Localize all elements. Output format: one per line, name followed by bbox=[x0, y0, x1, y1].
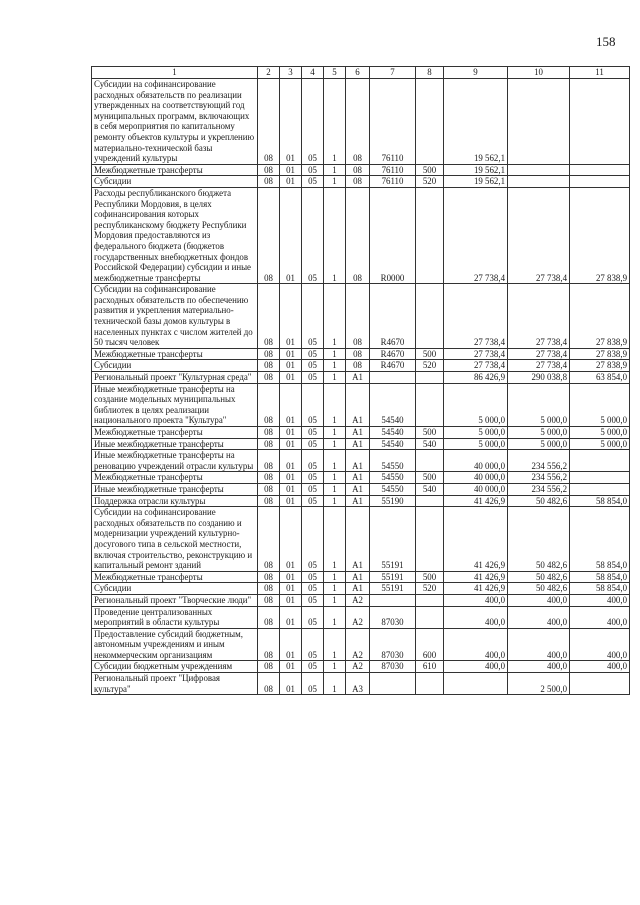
code-cell: 1 bbox=[324, 284, 346, 349]
row-name-cell: Межбюджетные трансферты bbox=[92, 472, 258, 484]
amount-cell: 86 426,9 bbox=[444, 372, 508, 384]
code-cell: 500 bbox=[416, 427, 444, 439]
code-cell: 600 bbox=[416, 628, 444, 661]
code-cell bbox=[370, 673, 416, 695]
code-cell: 08 bbox=[258, 372, 280, 384]
code-cell bbox=[416, 673, 444, 695]
code-cell: 1 bbox=[324, 583, 346, 595]
amount-cell: 41 426,9 bbox=[444, 495, 508, 507]
code-cell: 520 bbox=[416, 176, 444, 188]
code-cell: 1 bbox=[324, 571, 346, 583]
code-cell: 1 bbox=[324, 472, 346, 484]
code-cell: 08 bbox=[258, 348, 280, 360]
code-cell: 08 bbox=[258, 583, 280, 595]
code-cell: 76110 bbox=[370, 164, 416, 176]
code-cell: 08 bbox=[346, 284, 370, 349]
code-cell: 05 bbox=[302, 673, 324, 695]
code-cell: 05 bbox=[302, 427, 324, 439]
code-cell: 08 bbox=[258, 450, 280, 472]
code-cell: 08 bbox=[346, 176, 370, 188]
code-cell: 05 bbox=[302, 594, 324, 606]
code-cell: 08 bbox=[258, 495, 280, 507]
code-cell: A2 bbox=[346, 594, 370, 606]
amount-cell: 27 738,4 bbox=[444, 284, 508, 349]
row-name-cell: Субсидии bbox=[92, 360, 258, 372]
amount-cell: 50 482,6 bbox=[508, 507, 570, 572]
page-number: 158 bbox=[596, 34, 616, 49]
code-cell: A1 bbox=[346, 450, 370, 472]
code-cell: 08 bbox=[346, 79, 370, 165]
header-cell: 8 bbox=[416, 67, 444, 79]
code-cell: 01 bbox=[280, 661, 302, 673]
code-cell: 01 bbox=[280, 507, 302, 572]
code-cell: A1 bbox=[346, 372, 370, 384]
code-cell: 01 bbox=[280, 79, 302, 165]
code-cell: 1 bbox=[324, 360, 346, 372]
code-cell: 08 bbox=[258, 427, 280, 439]
code-cell: 08 bbox=[346, 164, 370, 176]
table-row bbox=[92, 673, 630, 695]
code-cell: A1 bbox=[346, 583, 370, 595]
code-cell: 1 bbox=[324, 383, 346, 426]
code-cell: 1 bbox=[324, 372, 346, 384]
amount-cell: 27 738,4 bbox=[508, 348, 570, 360]
code-cell bbox=[370, 372, 416, 384]
code-cell: A1 bbox=[346, 571, 370, 583]
code-cell bbox=[416, 450, 444, 472]
code-cell: 1 bbox=[324, 483, 346, 495]
amount-cell: 50 482,6 bbox=[508, 571, 570, 583]
code-cell: A1 bbox=[346, 438, 370, 450]
row-name-cell: Субсидии на софинансирование расходных обязательств по созданию и модернизации учреждений культурно-досугового типа в сельской местности, включая строительство, реконструкцию и капитальный ремонт зданий bbox=[92, 507, 258, 572]
code-cell: 01 bbox=[280, 348, 302, 360]
amount-cell: 27 838,9 bbox=[570, 284, 630, 349]
table-row bbox=[92, 187, 630, 283]
code-cell: 08 bbox=[258, 176, 280, 188]
table-row bbox=[92, 79, 630, 165]
code-cell: 05 bbox=[302, 661, 324, 673]
amount-cell: 27 738,4 bbox=[444, 360, 508, 372]
row-name-cell: Иные межбюджетные трансферты на создание модельных муниципальных библиотек в целях реализации национального проекта "Культура" bbox=[92, 383, 258, 426]
code-cell: R4670 bbox=[370, 284, 416, 349]
amount-cell bbox=[570, 176, 630, 188]
code-cell: 1 bbox=[324, 79, 346, 165]
amount-cell: 27 838,9 bbox=[570, 348, 630, 360]
code-cell: A3 bbox=[346, 673, 370, 695]
code-cell: 08 bbox=[258, 507, 280, 572]
table-row bbox=[92, 372, 630, 384]
amount-cell: 5 000,0 bbox=[508, 427, 570, 439]
amount-cell: 400,0 bbox=[570, 594, 630, 606]
code-cell: 05 bbox=[302, 571, 324, 583]
table-row bbox=[92, 495, 630, 507]
code-cell: 05 bbox=[302, 507, 324, 572]
header-cell: 11 bbox=[570, 67, 630, 79]
code-cell: 08 bbox=[258, 164, 280, 176]
amount-cell: 5 000,0 bbox=[508, 383, 570, 426]
table-row bbox=[92, 472, 630, 484]
code-cell bbox=[416, 187, 444, 283]
code-cell: A1 bbox=[346, 383, 370, 426]
table-body bbox=[92, 79, 630, 695]
amount-cell: 5 000,0 bbox=[444, 383, 508, 426]
amount-cell: 27 738,4 bbox=[444, 187, 508, 283]
code-cell: 01 bbox=[280, 571, 302, 583]
amount-cell: 290 038,8 bbox=[508, 372, 570, 384]
code-cell: 1 bbox=[324, 164, 346, 176]
code-cell: 05 bbox=[302, 176, 324, 188]
row-name-cell: Субсидии на софинансирование расходных обязательств по реализации утвержденных на соответствующий год муниципальных программ, включающих в себя мероприятия по капитальному ремонту объектов культуры и укреплению материально-технической базы учреждений культуры bbox=[92, 79, 258, 165]
code-cell: 08 bbox=[346, 348, 370, 360]
code-cell: 05 bbox=[302, 495, 324, 507]
code-cell: R4670 bbox=[370, 348, 416, 360]
header-cell: 5 bbox=[324, 67, 346, 79]
amount-cell: 40 000,0 bbox=[444, 483, 508, 495]
amount-cell: 5 000,0 bbox=[570, 438, 630, 450]
code-cell: 05 bbox=[302, 472, 324, 484]
code-cell: 01 bbox=[280, 383, 302, 426]
code-cell: 01 bbox=[280, 495, 302, 507]
code-cell: 54550 bbox=[370, 450, 416, 472]
code-cell bbox=[416, 507, 444, 572]
code-cell: 01 bbox=[280, 187, 302, 283]
amount-cell: 400,0 bbox=[508, 628, 570, 661]
amount-cell: 5 000,0 bbox=[570, 427, 630, 439]
amount-cell bbox=[570, 673, 630, 695]
code-cell: 01 bbox=[280, 284, 302, 349]
code-cell: 87030 bbox=[370, 628, 416, 661]
code-cell: 08 bbox=[258, 187, 280, 283]
table-row bbox=[92, 427, 630, 439]
code-cell: 01 bbox=[280, 483, 302, 495]
code-cell: 55191 bbox=[370, 507, 416, 572]
code-cell: 05 bbox=[302, 284, 324, 349]
code-cell: 01 bbox=[280, 438, 302, 450]
table-row bbox=[92, 661, 630, 673]
amount-cell bbox=[570, 483, 630, 495]
code-cell: A2 bbox=[346, 606, 370, 628]
table-row bbox=[92, 383, 630, 426]
code-cell: 1 bbox=[324, 507, 346, 572]
amount-cell bbox=[508, 79, 570, 165]
code-cell: 08 bbox=[258, 594, 280, 606]
code-cell: 76110 bbox=[370, 176, 416, 188]
amount-cell bbox=[508, 164, 570, 176]
amount-cell: 400,0 bbox=[508, 661, 570, 673]
table-row bbox=[92, 450, 630, 472]
header-cell: 2 bbox=[258, 67, 280, 79]
amount-cell: 400,0 bbox=[508, 606, 570, 628]
code-cell: 01 bbox=[280, 628, 302, 661]
amount-cell: 50 482,6 bbox=[508, 583, 570, 595]
amount-cell: 50 482,6 bbox=[508, 495, 570, 507]
code-cell: 520 bbox=[416, 360, 444, 372]
code-cell: 08 bbox=[258, 472, 280, 484]
amount-cell: 234 556,2 bbox=[508, 450, 570, 472]
code-cell: 55190 bbox=[370, 495, 416, 507]
amount-cell bbox=[570, 164, 630, 176]
row-name-cell: Межбюджетные трансферты bbox=[92, 164, 258, 176]
code-cell: 08 bbox=[258, 606, 280, 628]
amount-cell: 5 000,0 bbox=[508, 438, 570, 450]
code-cell: 05 bbox=[302, 372, 324, 384]
amount-cell: 19 562,1 bbox=[444, 164, 508, 176]
code-cell: 08 bbox=[346, 360, 370, 372]
table-row bbox=[92, 583, 630, 595]
code-cell: A1 bbox=[346, 472, 370, 484]
code-cell: 54540 bbox=[370, 383, 416, 426]
code-cell: 01 bbox=[280, 427, 302, 439]
header-cell: 9 bbox=[444, 67, 508, 79]
table-row bbox=[92, 483, 630, 495]
amount-cell: 400,0 bbox=[570, 661, 630, 673]
row-name-cell: Иные межбюджетные трансферты bbox=[92, 483, 258, 495]
row-name-cell: Иные межбюджетные трансферты на реновацию учреждений отрасли культуры bbox=[92, 450, 258, 472]
code-cell: 54540 bbox=[370, 438, 416, 450]
code-cell: 08 bbox=[258, 284, 280, 349]
amount-cell: 27 738,4 bbox=[444, 348, 508, 360]
budget-table bbox=[91, 66, 630, 695]
table-row bbox=[92, 628, 630, 661]
amount-cell: 58 854,0 bbox=[570, 571, 630, 583]
amount-cell: 400,0 bbox=[444, 594, 508, 606]
code-cell: 01 bbox=[280, 372, 302, 384]
amount-cell: 41 426,9 bbox=[444, 583, 508, 595]
code-cell: 05 bbox=[302, 360, 324, 372]
code-cell bbox=[416, 79, 444, 165]
code-cell: A1 bbox=[346, 507, 370, 572]
code-cell: 08 bbox=[258, 79, 280, 165]
code-cell: 500 bbox=[416, 348, 444, 360]
code-cell: 08 bbox=[258, 628, 280, 661]
table-row bbox=[92, 594, 630, 606]
code-cell: 76110 bbox=[370, 79, 416, 165]
table-row bbox=[92, 360, 630, 372]
code-cell: 1 bbox=[324, 673, 346, 695]
code-cell: 05 bbox=[302, 79, 324, 165]
header-cell: 4 bbox=[302, 67, 324, 79]
amount-cell: 5 000,0 bbox=[444, 438, 508, 450]
code-cell: 540 bbox=[416, 483, 444, 495]
code-cell: 54550 bbox=[370, 472, 416, 484]
code-cell bbox=[416, 383, 444, 426]
amount-cell: 400,0 bbox=[570, 628, 630, 661]
code-cell: 500 bbox=[416, 472, 444, 484]
amount-cell: 27 738,4 bbox=[508, 284, 570, 349]
code-cell: 08 bbox=[258, 661, 280, 673]
code-cell: 08 bbox=[346, 187, 370, 283]
row-name-cell: Субсидии bbox=[92, 583, 258, 595]
code-cell: 1 bbox=[324, 594, 346, 606]
row-name-cell: Иные межбюджетные трансферты bbox=[92, 438, 258, 450]
row-name-cell: Межбюджетные трансферты bbox=[92, 571, 258, 583]
code-cell bbox=[416, 495, 444, 507]
amount-cell: 2 500,0 bbox=[508, 673, 570, 695]
amount-cell: 400,0 bbox=[444, 628, 508, 661]
amount-cell: 40 000,0 bbox=[444, 472, 508, 484]
code-cell: 05 bbox=[302, 438, 324, 450]
code-cell: 05 bbox=[302, 187, 324, 283]
code-cell: 610 bbox=[416, 661, 444, 673]
amount-cell bbox=[508, 176, 570, 188]
code-cell: 55191 bbox=[370, 583, 416, 595]
code-cell: 01 bbox=[280, 176, 302, 188]
code-cell: 1 bbox=[324, 187, 346, 283]
code-cell bbox=[416, 594, 444, 606]
table-row bbox=[92, 606, 630, 628]
amount-cell bbox=[570, 79, 630, 165]
table-row bbox=[92, 164, 630, 176]
amount-cell bbox=[570, 472, 630, 484]
amount-cell: 41 426,9 bbox=[444, 507, 508, 572]
code-cell: 05 bbox=[302, 164, 324, 176]
code-cell: 08 bbox=[258, 438, 280, 450]
header-cell: 7 bbox=[370, 67, 416, 79]
code-cell: 01 bbox=[280, 472, 302, 484]
amount-cell: 41 426,9 bbox=[444, 571, 508, 583]
amount-cell: 19 562,1 bbox=[444, 176, 508, 188]
code-cell: 01 bbox=[280, 360, 302, 372]
code-cell: 500 bbox=[416, 571, 444, 583]
code-cell: 05 bbox=[302, 483, 324, 495]
code-cell: 1 bbox=[324, 495, 346, 507]
code-cell: 1 bbox=[324, 606, 346, 628]
amount-cell: 63 854,0 bbox=[570, 372, 630, 384]
table-row bbox=[92, 284, 630, 349]
header-cell: 3 bbox=[280, 67, 302, 79]
code-cell: 05 bbox=[302, 450, 324, 472]
row-name-cell: Субсидии bbox=[92, 176, 258, 188]
amount-cell: 5 000,0 bbox=[444, 427, 508, 439]
code-cell: 520 bbox=[416, 583, 444, 595]
code-cell: R4670 bbox=[370, 360, 416, 372]
code-cell: 500 bbox=[416, 164, 444, 176]
code-cell: 01 bbox=[280, 673, 302, 695]
code-cell: 55191 bbox=[370, 571, 416, 583]
amount-cell: 27 838,9 bbox=[570, 187, 630, 283]
row-name-cell: Региональный проект "Творческие люди" bbox=[92, 594, 258, 606]
table-row bbox=[92, 438, 630, 450]
code-cell: A1 bbox=[346, 483, 370, 495]
amount-cell: 400,0 bbox=[444, 661, 508, 673]
code-cell: A2 bbox=[346, 628, 370, 661]
code-cell: 1 bbox=[324, 450, 346, 472]
amount-cell: 234 556,2 bbox=[508, 483, 570, 495]
header-cell: 1 bbox=[92, 67, 258, 79]
amount-cell: 400,0 bbox=[570, 606, 630, 628]
amount-cell: 58 854,0 bbox=[570, 507, 630, 572]
code-cell: 08 bbox=[258, 673, 280, 695]
code-cell: 05 bbox=[302, 606, 324, 628]
amount-cell: 400,0 bbox=[444, 606, 508, 628]
code-cell: A2 bbox=[346, 661, 370, 673]
amount-cell bbox=[570, 450, 630, 472]
table-header bbox=[92, 67, 630, 79]
code-cell: 1 bbox=[324, 427, 346, 439]
row-name-cell: Региональный проект "Цифровая культура" bbox=[92, 673, 258, 695]
table-row bbox=[92, 176, 630, 188]
code-cell: 01 bbox=[280, 583, 302, 595]
row-name-cell: Поддержка отрасли культуры bbox=[92, 495, 258, 507]
code-cell: A1 bbox=[346, 427, 370, 439]
code-cell: 1 bbox=[324, 176, 346, 188]
row-name-cell: Субсидии на софинансирование расходных обязательств по обеспечению развития и укрепления материально-технической базы домов культуры в населенных пунктах с числом жителей до 50 тысяч человек bbox=[92, 284, 258, 349]
code-cell: 08 bbox=[258, 483, 280, 495]
row-name-cell: Расходы республиканского бюджета Республики Мордовия, в целях софинансирования которых республиканскому бюджету Республики Мордовия предоставляются из федерального бюджета (бюджетов государственных внебюджетных фондов Российской Федерации) субсидии и иные межбюджетные трансферты bbox=[92, 187, 258, 283]
header-cell: 10 bbox=[508, 67, 570, 79]
table-row bbox=[92, 571, 630, 583]
row-name-cell: Проведение централизованных мероприятий в области культуры bbox=[92, 606, 258, 628]
code-cell: 08 bbox=[258, 571, 280, 583]
amount-cell: 5 000,0 bbox=[570, 383, 630, 426]
amount-cell: 27 738,4 bbox=[508, 360, 570, 372]
table-row bbox=[92, 348, 630, 360]
code-cell: 1 bbox=[324, 348, 346, 360]
code-cell: 1 bbox=[324, 661, 346, 673]
row-name-cell: Межбюджетные трансферты bbox=[92, 348, 258, 360]
code-cell: 05 bbox=[302, 383, 324, 426]
row-name-cell: Межбюджетные трансферты bbox=[92, 427, 258, 439]
amount-cell: 40 000,0 bbox=[444, 450, 508, 472]
code-cell bbox=[416, 284, 444, 349]
amount-cell: 19 562,1 bbox=[444, 79, 508, 165]
code-cell: 87030 bbox=[370, 661, 416, 673]
code-cell: 08 bbox=[258, 383, 280, 426]
code-cell: A1 bbox=[346, 495, 370, 507]
amount-cell: 400,0 bbox=[508, 594, 570, 606]
code-cell: 05 bbox=[302, 348, 324, 360]
code-cell: 01 bbox=[280, 594, 302, 606]
header-cell: 6 bbox=[346, 67, 370, 79]
amount-cell: 27 738,4 bbox=[508, 187, 570, 283]
code-cell: 1 bbox=[324, 438, 346, 450]
amount-cell: 27 838,9 bbox=[570, 360, 630, 372]
code-cell bbox=[370, 594, 416, 606]
amount-cell: 234 556,2 bbox=[508, 472, 570, 484]
code-cell: 54550 bbox=[370, 483, 416, 495]
code-cell: 05 bbox=[302, 628, 324, 661]
code-cell: R0000 bbox=[370, 187, 416, 283]
code-cell: 08 bbox=[258, 360, 280, 372]
code-cell: 87030 bbox=[370, 606, 416, 628]
table-row bbox=[92, 507, 630, 572]
amount-cell bbox=[444, 673, 508, 695]
code-cell: 54540 bbox=[370, 427, 416, 439]
row-name-cell: Субсидии бюджетным учреждениям bbox=[92, 661, 258, 673]
amount-cell: 58 854,0 bbox=[570, 495, 630, 507]
amount-cell: 58 854,0 bbox=[570, 583, 630, 595]
header-row bbox=[92, 67, 630, 79]
code-cell bbox=[416, 606, 444, 628]
row-name-cell: Региональный проект "Культурная среда" bbox=[92, 372, 258, 384]
code-cell: 01 bbox=[280, 164, 302, 176]
code-cell bbox=[416, 372, 444, 384]
code-cell: 1 bbox=[324, 628, 346, 661]
code-cell: 540 bbox=[416, 438, 444, 450]
row-name-cell: Предоставление субсидий бюджетным, автономным учреждениям и иным некоммерческим организациям bbox=[92, 628, 258, 661]
code-cell: 01 bbox=[280, 450, 302, 472]
code-cell: 01 bbox=[280, 606, 302, 628]
code-cell: 05 bbox=[302, 583, 324, 595]
